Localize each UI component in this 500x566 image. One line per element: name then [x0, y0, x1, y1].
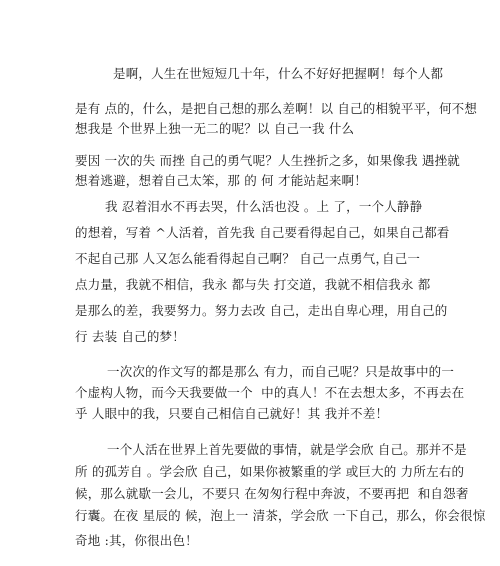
text-line: 我 忍着泪水不再去哭，什么活也没 。上 了，一个人静静	[105, 199, 423, 214]
text-line: 行囊。在夜 星辰的 候，泡上一 清茶，学会欣 一下自己，那么，你会很惊	[75, 508, 486, 523]
text-line: 个虚构人物，而今天我要做一个 中的真人！不在去想太多，不再去在	[75, 385, 465, 400]
text-line: 点力量，我就不相信，我永 都与失 打交道，我就不相信我永 都	[75, 277, 431, 292]
text-line: 是啊，人生在世短短几十年，什么不好好把握啊！每个人都	[113, 66, 444, 81]
text-line: 所 的孤芳自 。学会欣 自己，如果你被繁重的学 或巨大的 力所左右的	[75, 464, 465, 479]
text-line: 要因 一次的失 而挫 自己的勇气呢？人生挫折之多，如果像我 遇挫就	[75, 153, 460, 168]
text-line: 自己一	[382, 251, 421, 266]
text-line: 乎 人眼中的我，只要自己相信自己就好！其 我并不差！	[75, 406, 389, 421]
text-line: 不起自己那 人又怎么能看得起自己啊？ 自己一点勇气，	[75, 251, 389, 266]
text-line: 是那么的差，我要努力。努力去改 自己，走出自卑心理，用自己的	[75, 303, 448, 318]
text-line: 奇地 :其，你很出色！	[75, 533, 198, 548]
text-line: 想我是 个世界上独一无二的呢？以 自己一我 什么	[75, 121, 355, 136]
text-line: 的想着，写着 ^人活着，首先我 自己要看得起自己，如果自己都看	[75, 225, 450, 240]
text-line: 候，那么就歇一会儿，不要只 在匆匆行程中奔波，不要再把 和自怨奢	[75, 486, 469, 501]
text-line: 行 去装 自己的梦！	[75, 329, 185, 344]
text-line: 是有 点的，什么，是把自己想的那么差啊！以 自己的相貌平平，何不想	[75, 101, 478, 116]
text-line: 想着逃避，想着自己太笨，那 的 何 才能站起来啊！	[75, 173, 367, 188]
text-line: 一次次的作文写的都是那么 有力，而自己呢？只是故事中的一	[107, 364, 455, 379]
text-line: 一个人活在世界上首先要做的事情，就是学会欣 自己。那并不是	[107, 442, 467, 457]
